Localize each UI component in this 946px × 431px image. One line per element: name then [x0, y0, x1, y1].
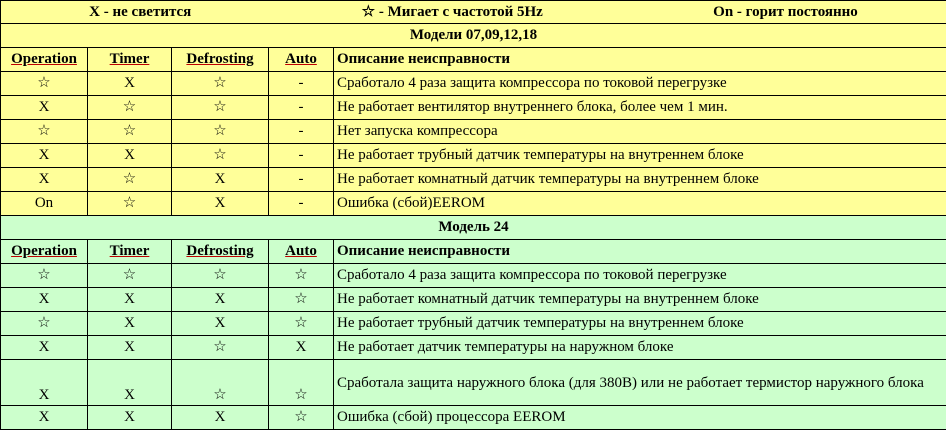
column-header-row [1, 240, 946, 264]
cell-defrosting: ☆ [172, 144, 269, 168]
cell-defrosting: ☆ [172, 264, 269, 288]
cell-timer: ☆ [88, 264, 172, 288]
cell-defrosting: ☆ [172, 336, 269, 360]
column-header-label: Operation [11, 51, 77, 67]
column-header-auto [269, 240, 334, 264]
cell-auto: ☆ [269, 264, 334, 288]
column-header-label: Timer [109, 243, 150, 259]
column-header-description [334, 240, 946, 264]
cell-auto: - [269, 192, 334, 216]
cell-description: Не работает трубный датчик температуры на внутреннем блоке [334, 144, 946, 168]
column-header-label: Auto [285, 243, 317, 259]
cell-auto: ☆ [269, 406, 334, 430]
cell-defrosting: ☆ [172, 96, 269, 120]
cell-description: Не работает вентилятор внутреннего блока, более чем 1 мин. [334, 96, 946, 120]
table-row [1, 288, 946, 312]
cell-operation: X [1, 168, 88, 192]
cell-auto: - [269, 144, 334, 168]
cell-defrosting: X [172, 312, 269, 336]
cell-operation: X [1, 360, 88, 406]
column-header-description [334, 48, 946, 72]
cell-timer: X [88, 72, 172, 96]
cell-auto: X [269, 336, 334, 360]
cell-auto: - [269, 168, 334, 192]
cell-auto: - [269, 72, 334, 96]
cell-defrosting: ☆ [172, 72, 269, 96]
legend-cell [1, 1, 946, 24]
cell-operation: On [1, 192, 88, 216]
column-header-label: Описание неисправности [337, 51, 510, 67]
table-row [1, 360, 946, 406]
cell-timer: ☆ [88, 96, 172, 120]
cell-description: Сработало 4 раза защита компрессора по токовой перегрузке [334, 72, 946, 96]
section-title-row [1, 24, 946, 48]
legend-on: On - горит постоянно [713, 3, 858, 20]
cell-description: Сработало 4 раза защита компрессора по токовой перегрузке [334, 264, 946, 288]
cell-operation: X [1, 406, 88, 430]
cell-description: Нет запуска компрессора [334, 120, 946, 144]
cell-auto: ☆ [269, 312, 334, 336]
column-header-auto [269, 48, 334, 72]
cell-operation: X [1, 336, 88, 360]
table-row [1, 120, 946, 144]
table-row [1, 192, 946, 216]
cell-auto: ☆ [269, 288, 334, 312]
cell-timer: X [88, 312, 172, 336]
table-row [1, 406, 946, 430]
cell-operation: ☆ [1, 312, 88, 336]
column-header-row [1, 48, 946, 72]
column-header-defrosting [172, 240, 269, 264]
cell-timer: ☆ [88, 168, 172, 192]
section-title-row [1, 216, 946, 240]
cell-auto: - [269, 96, 334, 120]
cell-description: Не работает трубный датчик температуры на внутреннем блоке [334, 312, 946, 336]
column-header-label: Timer [109, 51, 150, 67]
cell-operation: X [1, 144, 88, 168]
table-row [1, 96, 946, 120]
table-row [1, 264, 946, 288]
legend-star: ☆ - Мигает с частотой 5Hz [361, 3, 543, 20]
cell-defrosting: X [172, 168, 269, 192]
cell-operation: X [1, 288, 88, 312]
cell-operation: ☆ [1, 120, 88, 144]
legend-x: X - не светится [89, 3, 192, 20]
cell-auto: - [269, 120, 334, 144]
cell-description: Не работает датчик температуры на наружном блоке [334, 336, 946, 360]
cell-timer: ☆ [88, 192, 172, 216]
cell-defrosting: X [172, 406, 269, 430]
cell-auto: ☆ [269, 360, 334, 406]
cell-defrosting: X [172, 192, 269, 216]
cell-timer: X [88, 406, 172, 430]
column-header-timer [88, 240, 172, 264]
cell-timer: X [88, 144, 172, 168]
cell-defrosting: ☆ [172, 120, 269, 144]
cell-description: Не работает комнатный датчик температуры на внутреннем блоке [334, 288, 946, 312]
cell-timer: X [88, 360, 172, 406]
cell-timer: X [88, 336, 172, 360]
cell-description: Ошибка (сбой)EEROM [334, 192, 946, 216]
column-header-operation [1, 48, 88, 72]
column-header-label: Описание неисправности [337, 243, 510, 259]
table-row [1, 336, 946, 360]
table-row [1, 168, 946, 192]
cell-timer: ☆ [88, 120, 172, 144]
section-title: Модель 24 [1, 216, 946, 240]
table-row [1, 312, 946, 336]
cell-timer: X [88, 288, 172, 312]
column-header-label: Auto [285, 51, 317, 67]
cell-description: Ошибка (сбой) процессора EEROM [334, 406, 946, 430]
column-header-label: Defrosting [186, 51, 254, 67]
cell-defrosting: X [172, 288, 269, 312]
column-header-defrosting [172, 48, 269, 72]
cell-operation: ☆ [1, 264, 88, 288]
legend-row [1, 1, 946, 24]
table-body [1, 1, 946, 430]
table-row [1, 144, 946, 168]
column-header-label: Operation [11, 243, 77, 259]
cell-description: Сработала защита наружного блока (для 380В) или не работает термистор наружного блока [334, 360, 946, 406]
column-header-operation [1, 240, 88, 264]
cell-operation: X [1, 96, 88, 120]
table-row [1, 72, 946, 96]
column-header-timer [88, 48, 172, 72]
cell-operation: ☆ [1, 72, 88, 96]
section-title: Модели 07,09,12,18 [1, 24, 946, 48]
cell-defrosting: ☆ [172, 360, 269, 406]
cell-description: Не работает комнатный датчик температуры на внутреннем блоке [334, 168, 946, 192]
column-header-label: Defrosting [186, 243, 254, 259]
